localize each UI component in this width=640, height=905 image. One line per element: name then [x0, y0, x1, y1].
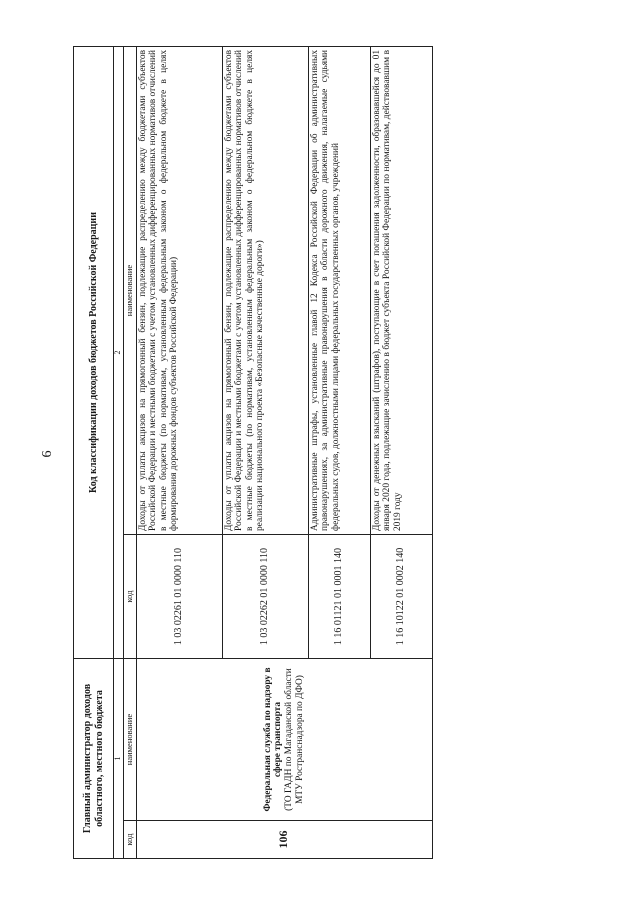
admin-name-bold: Федеральная служба по надзору в сфере транспорта	[262, 667, 284, 812]
header-classification: Код классификации доходов бюджетов Российской Федерации	[74, 46, 114, 658]
row-code: 1 03 02262 01 0000 110	[222, 535, 308, 659]
row-name: Доходы от денежных взысканий (штрафов), поступающие в счет погашения задолженности, образовавшейся до 01 января 2020 года, подлежащие зачислению в бюджет субъекта Российской Федерации по нормативам, действовавшим в 2019 году	[370, 46, 432, 534]
subheader-name-2: наименование	[124, 46, 137, 534]
row-code: 1 16 01121 01 0001 140	[308, 535, 370, 659]
rotated-table-wrapper	[73, 47, 431, 859]
admin-code: 106	[136, 821, 432, 859]
header-admin: Главный администратор доходов областного, местного бюджета	[74, 659, 114, 859]
row-code: 1 03 02261 01 0000 110	[136, 535, 222, 659]
row-name: Доходы от уплаты акцизов на прямогонный бензин, подлежащие распределению между бюджетами субъектов Российской Федерации и местными бюджетами с учетом установленных дифференцированных нормативов отчислений в местные бюджеты (по нормативам, установленным федеральным законом о федеральном бюджете в целях формирования дорожных фондов субъектов Российской Федерации)	[136, 46, 222, 534]
subheader-code: код	[124, 821, 137, 859]
row-name: Административные штрафы, установленные главой 12 Кодекса Российской Федерации об административных правонарушениях, за административные правонарушения в области дорожного движения, налагаемые судьями федеральных судов, должностными лицами федеральных государственных органов, учреждений	[308, 46, 370, 534]
column-number-2: 2	[114, 46, 124, 658]
rotated-document	[73, 47, 431, 859]
admin-name	[136, 659, 432, 821]
row-name: Доходы от уплаты акцизов на прямогонный бензин, подлежащие распределению между бюджетами субъектов Российской Федерации и местными бюджетами с учетом установленных дифференцированных нормативов отчислений в местные бюджеты (по нормативам, установленным федеральным законом о федеральном бюджете в целях реализации национального проекта «Безопасные качественные дороги»)	[222, 46, 308, 534]
column-number-1: 1	[114, 659, 124, 859]
subheader-code-2: код	[124, 535, 137, 659]
subheader-name: наименование	[124, 659, 137, 821]
table-row	[136, 46, 222, 858]
row-code: 1 16 10122 01 0002 140	[370, 535, 432, 659]
page-number: 6	[40, 450, 55, 458]
admin-name-note: (ТО ГАДН по Магаданской области МТУ Ространснадзора по ДФО)	[284, 668, 305, 811]
revenue-classification-table	[73, 46, 433, 859]
